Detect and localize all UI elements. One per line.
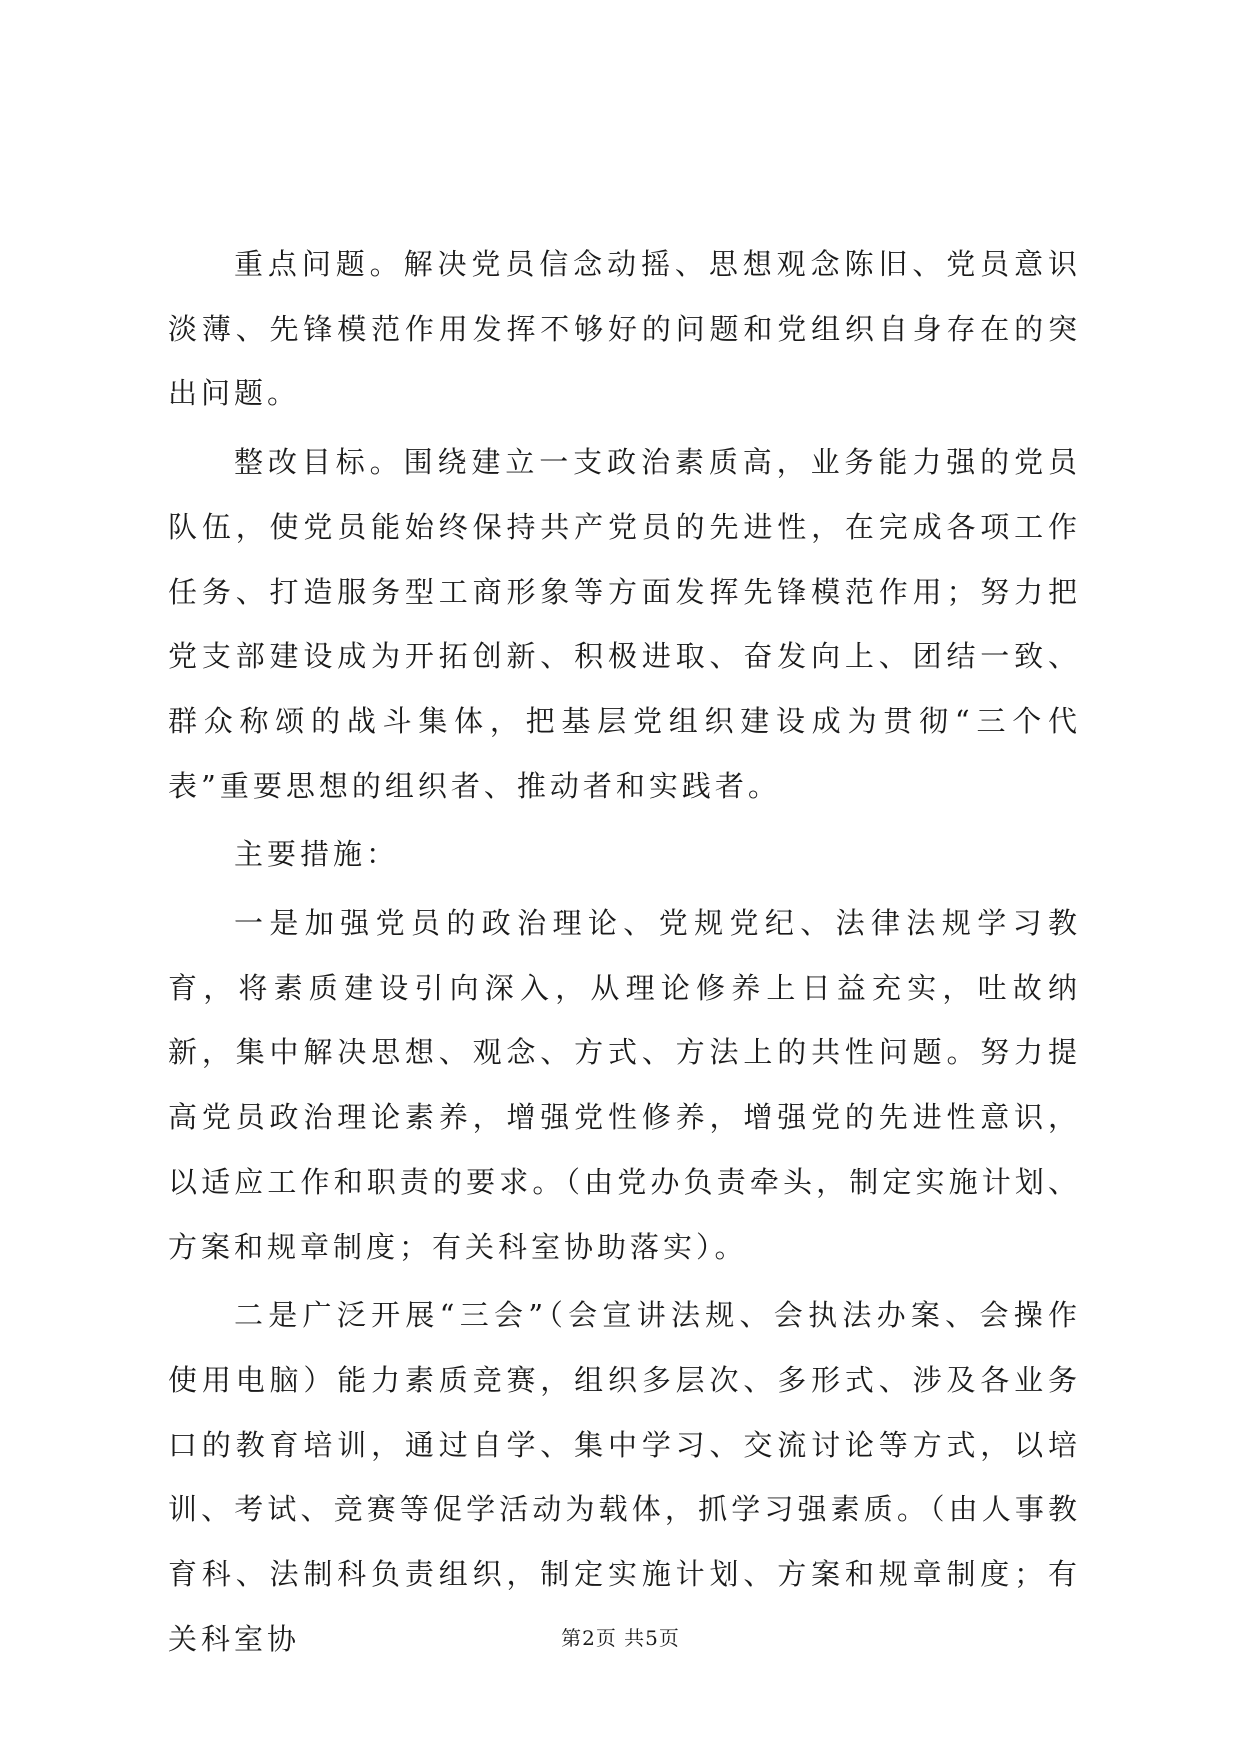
paragraph-measure-one: 一是加强党员的政治理论、党规党纪、法律法规学习教育，将素质建设引向深入，从理论修养上日益充实，吐故纳新，集中解决思想、观念、方式、方法上的共性问题。努力提高党员政治理论素养，增强党性修养，增强党的先进性意识，以适应工作和职责的要求。（由党办负责牵头，制定实施计划、方案和规章制度；有关科室协助落实）。	[168, 906, 1081, 1264]
paragraph-key-issues: 重点问题。解决党员信念动摇、思想观念陈旧、党员意识淡薄、先锋模范作用发挥不够好的问题和党组织自身存在的突出问题。	[168, 247, 1081, 411]
paragraph-measure-two: 二是广泛开展“三会”（会宣讲法规、会执法办案、会操作使用电脑）能力素质竞赛，组织多层次、多形式、涉及各业务口的教育培训，通过自学、集中学习、交流讨论等方式，以培训、考试、竞赛等促学活动为载体，抓学习强素质。（由人事教育科、法制科负责组织，制定实施计划、方案和规章制度；有关科室协	[168, 1298, 1081, 1656]
paragraph-rectification-goal: 整改目标。围绕建立一支政治素质高，业务能力强的党员队伍，使党员能始终保持共产党员的先进性，在完成各项工作任务、打造服务型工商形象等方面发挥先锋模范作用；努力把党支部建设成为开拓创新、积极进取、奋发向上、团结一致、群众称颂的战斗集体，把基层党组织建设成为贯彻“三个代表”重要思想的组织者、推动者和实践者。	[168, 445, 1081, 803]
document-body	[168, 232, 1081, 1675]
page-number-footer: 第2页 共5页	[561, 1626, 680, 1650]
paragraph-main-measures-heading: 主要措施：	[234, 837, 400, 872]
